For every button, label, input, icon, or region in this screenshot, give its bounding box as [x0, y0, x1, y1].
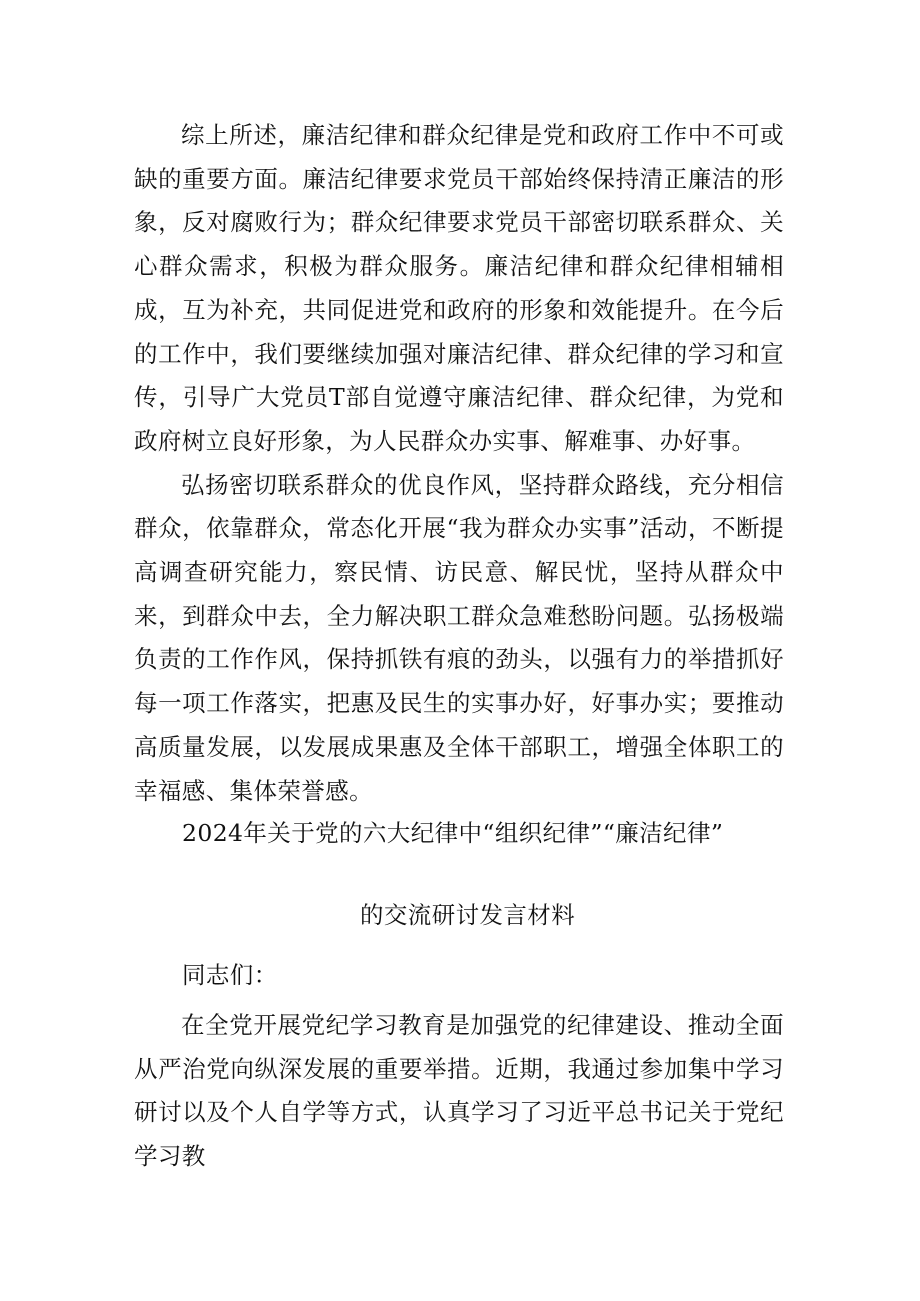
- body-text-bottom: [134, 1004, 784, 1179]
- paragraph-mass-line: 弘扬密切联系群众的优良作风，坚持群众路线，充分相信群众，依靠群众，常态化开展“我为群众办实事”活动，不断提高调查研究能力，察民情、访民意、解民忧，坚持从群众中来，到群众中去，全力解决职工群众急难愁盼问题。弘扬极端负责的工作作风，保持抓铁有痕的劲头，以强有力的举措抓好每一项工作落实，把惠及民生的实事办好，好事办实；要推动高质量发展，以发展成果惠及全体干部职工，增强全体职工的幸福感、集体荣誉感。: [134, 470, 784, 805]
- salutation: 同志们：: [182, 961, 278, 989]
- document-title-line-1: 2024年关于党的六大纪律中“组织纪律”“廉洁纪律”: [182, 819, 724, 847]
- body-text-top: [134, 114, 784, 813]
- paragraph-intro: 在全党开展党纪学习教育是加强党的纪律建设、推动全面从严治党向纵深发展的重要举措。近期，我通过参加集中学习研讨以及个人自学等方式，认真学习了习近平总书记关于党纪学习教: [134, 1011, 784, 1171]
- document-title-line-2: 的交流研讨发言材料: [360, 901, 576, 929]
- paragraph-summary: 综上所述，廉洁纪律和群众纪律是党和政府工作中不可或缺的重要方面。廉洁纪律要求党员干部始终保持清正廉洁的形象，反对腐败行为；群众纪律要求党员干部密切联系群众、关心群众需求，积极为群众服务。廉洁纪律和群众纪律相辅相成，互为补充，共同促进党和政府的形象和效能提升。在今后的工作中，我们要继续加强对廉洁纪律、群众纪律的学习和宣传，引导广大党员T部自觉遵守廉洁纪律、群众纪律，为党和政府树立良好形象，为人民群众办实事、解难事、办好事。: [134, 121, 784, 455]
